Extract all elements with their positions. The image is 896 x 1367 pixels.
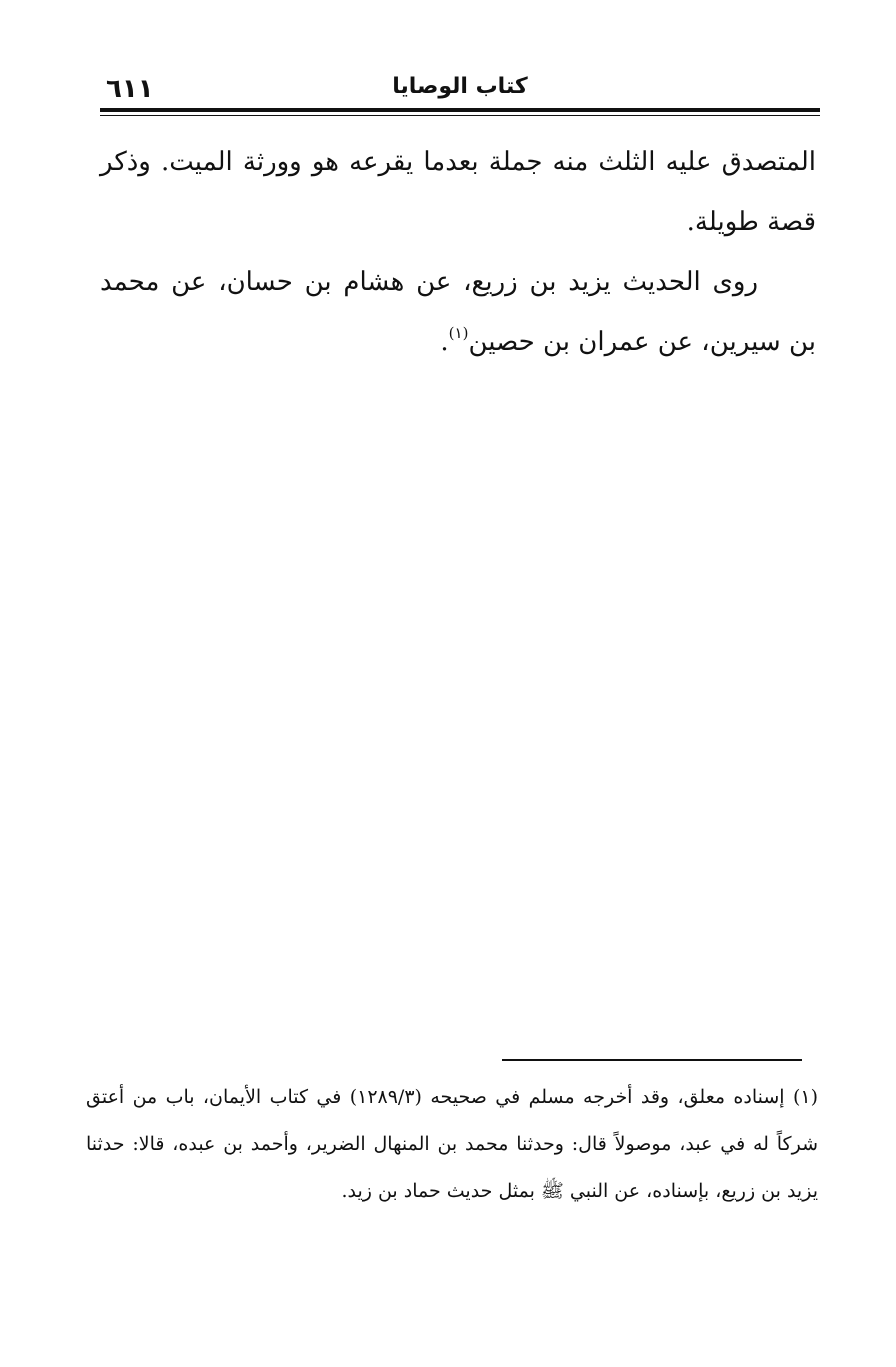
page-number: ٦١١ <box>106 74 154 104</box>
paragraph <box>100 252 816 372</box>
footnote-separator <box>502 1059 802 1061</box>
paragraph: المتصدق عليه الثلث منه جملة بعدما يقرعه هو وورثة الميت. وذكر قصة طويلة. <box>100 147 816 237</box>
footnotes <box>86 1074 818 1215</box>
running-title: كتاب الوصايا <box>392 74 528 99</box>
paragraph-text: روى الحديث يزيد بن زريع، عن هشام بن حسان، عن محمد بن سيرين، عن عمران بن حصين <box>100 267 816 357</box>
paragraph-end-punctuation: . <box>440 327 449 357</box>
footnote-reference: (١) <box>448 324 469 342</box>
footnote: (١) إسناده معلق، وقد أخرجه مسلم في صحيحه (١٢٨٩/٣) في كتاب الأيمان، باب من أعتق شركاً له في عبد، موصولاً قال: وحدثنا محمد بن المنهال الضرير، وأحمد بن عبده، قالا: حدثنا يزيد بن زريع، بإسناده، عن النبي ﷺ بمثل حديث حماد بن زيد. <box>86 1086 818 1202</box>
main-text <box>100 132 816 372</box>
header-rule-thick <box>100 108 820 112</box>
page-header <box>100 72 820 108</box>
header-rule-thin <box>100 115 820 116</box>
